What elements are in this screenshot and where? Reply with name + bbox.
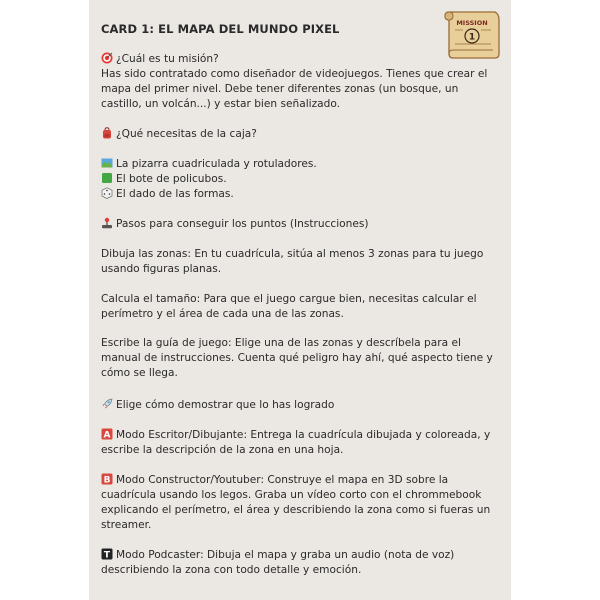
badge-text: MISSION bbox=[456, 19, 488, 27]
mode-b-line: cuadrícula usando los legos. Graba un vídeo corto con el chrommebook bbox=[101, 489, 482, 501]
letter-b-icon bbox=[101, 473, 113, 485]
mode-a-line: A Modo Escritor/Dibujante: Entrega la cuadrícula dibujada y coloreada, y bbox=[101, 428, 490, 443]
svg-text:B: B bbox=[103, 475, 111, 485]
mission-heading: ¿Cuál es tu misión? bbox=[101, 52, 219, 67]
step-line: perímetro y el área de cada una de las zonas. bbox=[101, 308, 344, 320]
mission-line: Has sido contratado como diseñador de videojuegos. Tienes que crear el bbox=[101, 68, 488, 80]
box-item: La pizarra cuadriculada y rotuladores. bbox=[101, 157, 317, 172]
target-icon bbox=[101, 52, 113, 64]
mode-b-line: streamer. bbox=[101, 519, 152, 531]
mission-line: mapa del primer nivel. Debe tener diferentes zonas (un bosque, un bbox=[101, 83, 459, 95]
step-line: Dibuja las zonas: En tu cuadrícula, sitúa al menos 3 zonas para tu juego bbox=[101, 248, 484, 260]
dice-icon bbox=[101, 187, 113, 199]
mode-b-line: B Modo Constructor/Youtuber: Construye el mapa en 3D sobre la bbox=[101, 473, 448, 488]
mission-badge bbox=[441, 6, 501, 62]
box-item: El bote de policubos. bbox=[101, 172, 227, 187]
step-line: manual de instrucciones. Cuenta qué peligro hay ahí, qué aspecto tiene y bbox=[101, 352, 493, 364]
map-icon bbox=[101, 157, 113, 169]
mode-t-line: T Modo Podcaster: Dibuja el mapa y graba un audio (nota de voz) bbox=[101, 548, 454, 563]
step-line: cómo se llega. bbox=[101, 367, 178, 379]
choose-heading: Elige cómo demostrar que lo has logrado bbox=[101, 398, 334, 413]
letter-t-icon bbox=[101, 548, 113, 560]
badge-number: 1 bbox=[468, 32, 476, 43]
card-title: CARD 1: EL MAPA DEL MUNDO PIXEL bbox=[101, 22, 340, 36]
svg-text:A: A bbox=[103, 430, 111, 440]
rocket-icon bbox=[101, 398, 113, 410]
step-line: usando figuras planas. bbox=[101, 263, 222, 275]
step-line: Escribe la guía de juego: Elige una de las zonas y descríbela para el bbox=[101, 337, 461, 349]
box-heading: ¿Qué necesitas de la caja? bbox=[101, 127, 257, 142]
svg-text:T: T bbox=[103, 550, 111, 560]
green-square-icon bbox=[101, 172, 113, 184]
steps-heading: Pasos para conseguir los puntos (Instrucciones) bbox=[101, 217, 369, 232]
mode-t-line: describiendo la zona con todo detalle y emoción. bbox=[101, 564, 362, 576]
mode-a-line: escribe la descripción de la zona en una hoja. bbox=[101, 444, 344, 456]
step-line: Calcula el tamaño: Para que el juego cargue bien, necesitas calcular el bbox=[101, 293, 477, 305]
box-item: El dado de las formas. bbox=[101, 187, 234, 202]
mission-card bbox=[89, 0, 511, 600]
joystick-icon bbox=[101, 217, 113, 229]
backpack-icon bbox=[101, 127, 113, 139]
mission-line: castillo, un volcán...) y estar bien señalizado. bbox=[101, 98, 341, 110]
letter-a-icon bbox=[101, 428, 113, 440]
mode-b-line: explicando el perímetro, el área y describiendo la zona como si fueras un bbox=[101, 504, 491, 516]
